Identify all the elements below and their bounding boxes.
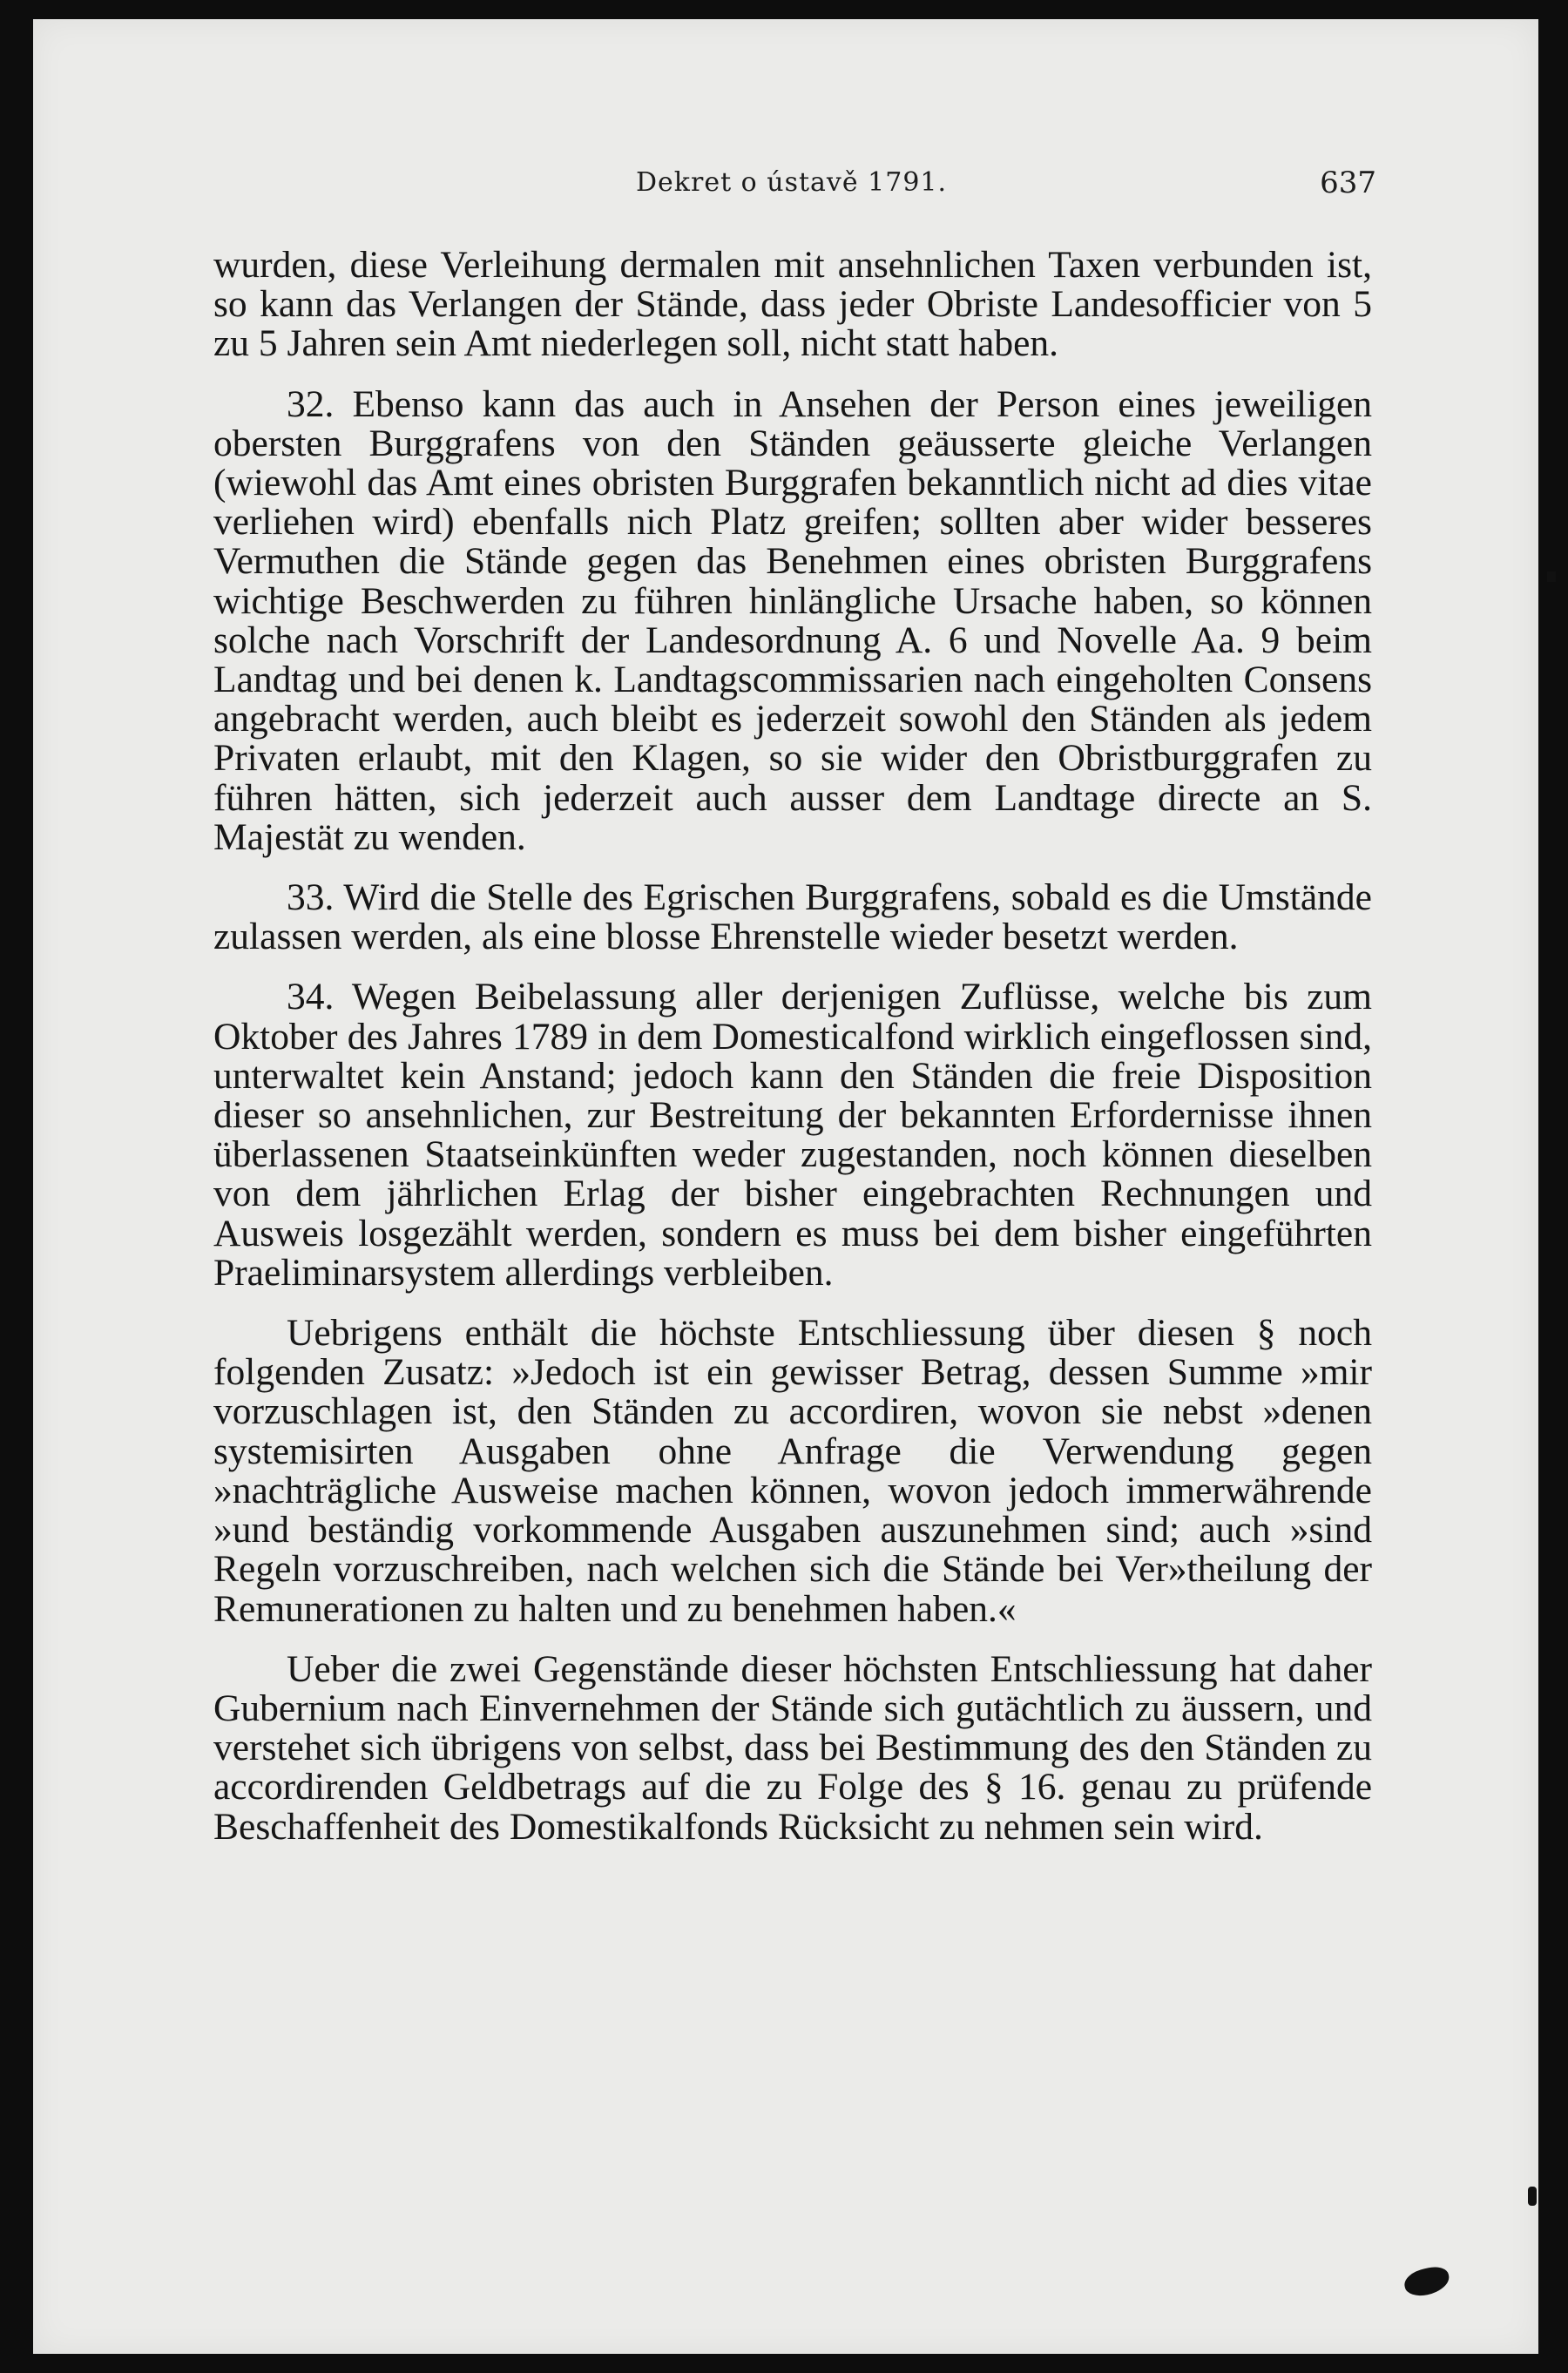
margin-tick-mark bbox=[1547, 571, 1556, 582]
paragraph-32: 32. Ebenso kann das auch in Ansehen der Person eines jeweiligen obersten Burggrafens von den Ständen geäusserte gleiche Verlangen (wiewohl das Amt eines obristen Burggrafen bekanntlich nicht ad dies vitae verliehen wird) ebenfalls nich Platz greifen; sollten aber wider besseres Vermuthen die Stände gegen das Benehmen eines obristen Burggrafens wichtige Beschwerden zu führen hinlängliche Ursache haben, so können solche nach Vorschrift der Landesordnung A. 6 und Novelle Aa. 9 beim Landtag und bei denen k. Landtagscommissarien nach eingeholten Consens angebracht werden, auch bleibt es jederzeit sowohl den Ständen als jedem Privaten erlaubt, mit den Klagen, so sie wider den Obristburggrafen zu führen hätten, sich jederzeit auch ausser dem Landtage directe an S. Majestät zu wenden. bbox=[213, 382, 1372, 858]
margin-mark bbox=[1528, 2187, 1537, 2206]
running-title: Dekret o ústavě 1791. bbox=[636, 167, 948, 198]
paragraph-zusatz: Uebrigens enthält die höchste Entschliessung über diesen § noch folgenden Zusatz: »Jedoch ist ein gewisser Betrag, dessen Summe »mir vorzuschlagen ist, den Ständen zu accordiren, wovon sie nebst »denen systemisirten Ausgaben ohne Anfrage die Verwendung gegen »nachträgliche Ausweise machen können, wovon jedoch immerwährende »und beständig vorkommende Ausgaben auszunehmen sind; auch »sind Regeln vorzuschreiben, nach welchen sich die Stände bei Ver»theilung der Remunerationen zu halten und zu benehmen haben.« bbox=[213, 1312, 1372, 1630]
paragraph-continuation: wurden, diese Verleihung dermalen mit ansehnlichen Taxen verbunden ist, so kann das Verlangen der Stände, dass jeder Obriste Landesofficier von 5 zu 5 Jahren sein Amt niederlegen soll, nicht statt haben. bbox=[213, 244, 1372, 365]
page-body bbox=[213, 246, 1372, 1868]
page-number: 637 bbox=[1320, 166, 1376, 200]
page-header bbox=[209, 159, 1376, 211]
paragraph-gegenstaende: Ueber die zwei Gegenstände dieser höchsten Entschliessung hat daher Gubernium nach Einvernehmen der Stände sich gutächtlich zu äussern, und verstehet sich übrigens von selbst, dass bei Bestimmung des den Ständen zu accordirenden Geldbetrags auf die zu Folge des § 16. genau zu prüfende Beschaffenheit des Domestikalfonds Rücksicht zu nehmen sein wird. bbox=[213, 1647, 1372, 1848]
paragraph-33: 33. Wird die Stelle des Egrischen Burggrafens, sobald es die Umstände zulassen werden, als eine blosse Ehrenstelle wieder besetzt werden. bbox=[213, 876, 1372, 958]
paragraph-34: 34. Wegen Beibelassung aller derjenigen Zuflüsse, welche bis zum Oktober des Jahres 1789 in dem Domesticalfond wirklich eingeflossen sind, unterwaltet kein Anstand; jedoch kann den Ständen die freie Disposition dieser so ansehnlichen, zur Bestreitung der bekannten Erfordernisse ihnen überlassenen Staatseinkünften weder zugestanden, noch können dieselben von dem jährlichen Erlag der bisher eingebrachten Rechnungen und Ausweis losgezählt werden, sondern es muss bei dem bisher eingeführten Praeliminarsystem allerdings verbleiben. bbox=[213, 976, 1372, 1294]
